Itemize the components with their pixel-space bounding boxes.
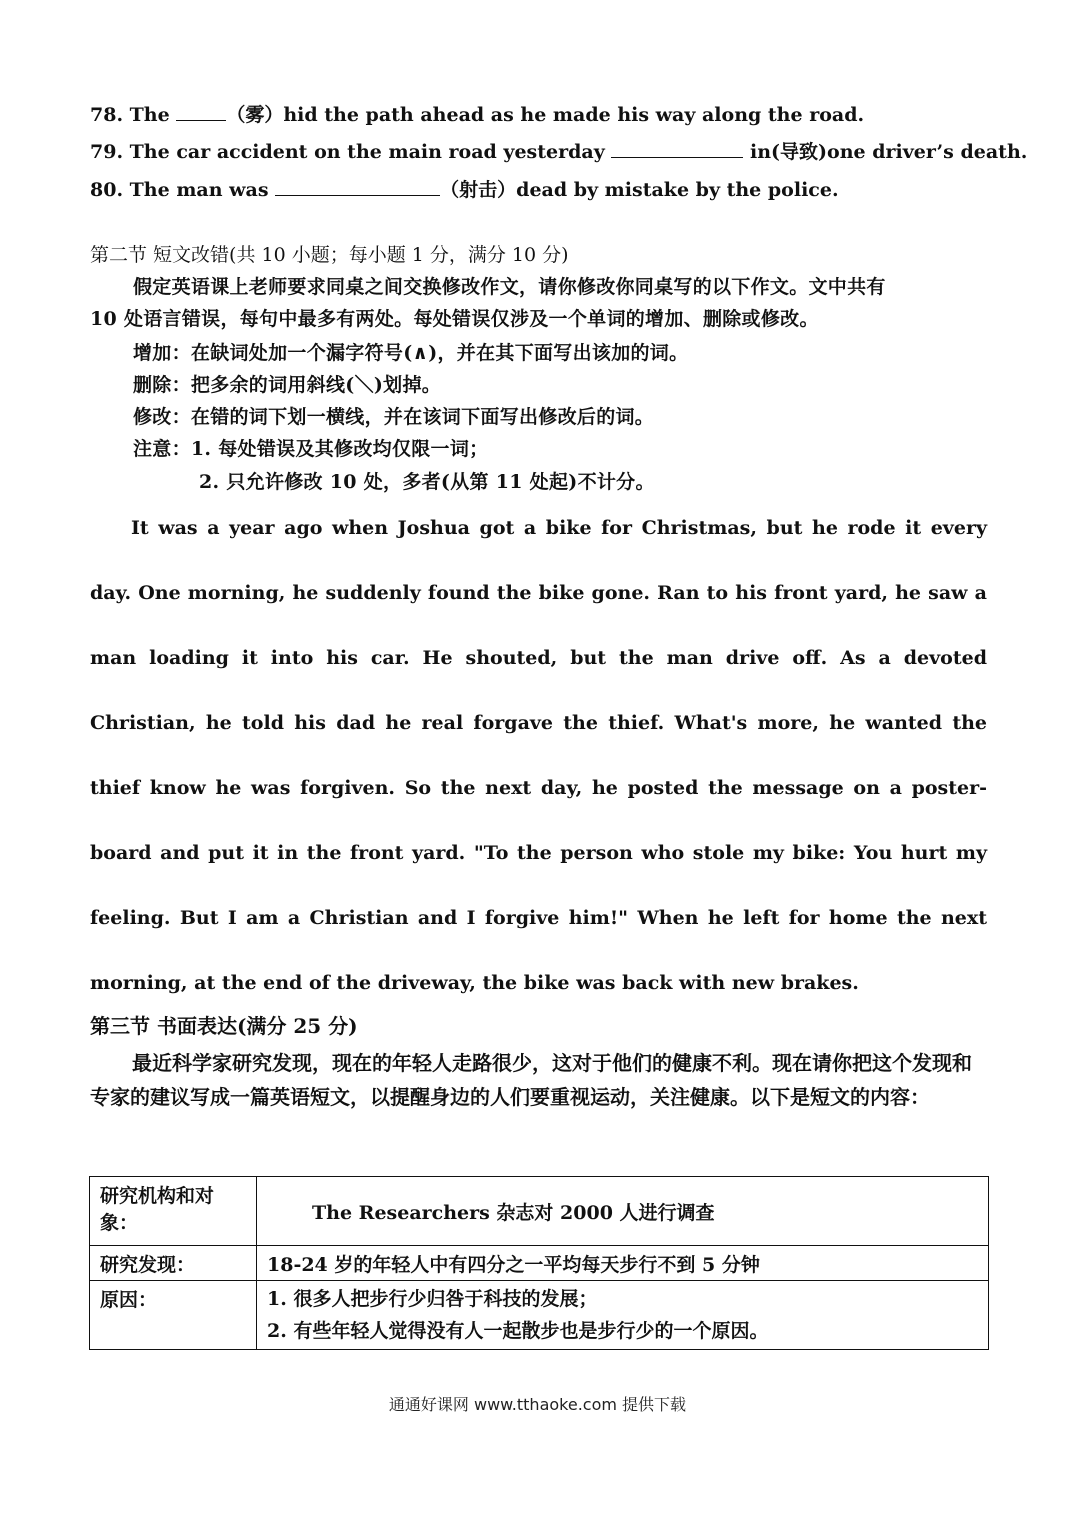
error-correction-passage <box>90 496 987 1016</box>
instruction-modify: 修改：在错的词下划一横线，并在该词下面写出修改后的词。 <box>133 406 655 428</box>
writing-task-text: 最近科学家研究发现，现在的年轻人走路很少，这对于他们的健康不利。现在请你把这个发现和专家的建议写成一篇英语短文，以提醒身边的人们要重视运动，关注健康。以下是短文的内容： <box>90 1051 972 1109</box>
instruction-line-2: 10 处语言错误，每句中最多有两处。每处错误仅涉及一个单词的增加、删除或修改。 <box>90 308 819 330</box>
reason-2: 2. 有些年轻人觉得没有人一起散步也是步行少的一个原因。 <box>267 1320 769 1342</box>
question-79-suffix: in(导致)one driver’s death. <box>743 141 1028 163</box>
table-row <box>90 1281 989 1350</box>
table-value-cell: The Researchers 杂志对 2000 人进行调查 <box>257 1177 989 1246</box>
instruction-delete: 删除：把多余的词用斜线(＼)划掉。 <box>133 374 442 396</box>
passage-text: It was a year ago when Joshua got a bike for Christmas, but he rode it every day. One morning, he suddenly found the bike gone. Ran to his front yard, he saw a man loading it into his car. He shouted, but the man drive off. As a devoted Christian, he told his dad he real forgave the thief. What's more, he wanted the thief know he was forgiven. So the next day, he posted the message on a poster-board and put it in the front yard. "To the person who stole my bike: You hurt my feeling. But I am a Christian and I forgive him!" When he left for home the next morning, at the end of the driveway, the bike was back with new brakes. <box>90 517 987 994</box>
reason-1: 1. 很多人把步行少归咎于科技的发展； <box>267 1288 598 1310</box>
answer-blank-78[interactable] <box>176 104 226 121</box>
table-value-cell <box>257 1281 989 1350</box>
instruction-add: 增加：在缺词处加一个漏字符号(∧)，并在其下面写出该加的词。 <box>133 342 689 364</box>
instruction-line-1: 假定英语课上老师要求同桌之间交换修改作文，请你修改你同桌写的以下作文。文中共有 <box>133 276 886 298</box>
answer-blank-80[interactable] <box>275 179 440 196</box>
table-label-cell: 研究机构和对象： <box>90 1177 257 1246</box>
table-value-cell: 18-24 岁的年轻人中有四分之一平均每天步行不到 5 分钟 <box>257 1246 989 1281</box>
section-2-title: 第二节 短文改错(共 10 小题；每小题 1 分，满分 10 分) <box>90 244 569 266</box>
table-label-cell: 原因： <box>90 1281 257 1350</box>
table-label-cell: 研究发现： <box>90 1246 257 1281</box>
page-footer: 通通好课网 www.tthaoke.com 提供下载 <box>388 1395 687 1414</box>
table-row <box>90 1246 989 1281</box>
question-79 <box>90 137 1027 164</box>
research-info-table <box>89 1176 989 1350</box>
question-78-suffix: （雾）hid the path ahead as he made his way along the road. <box>226 104 865 126</box>
table-row <box>90 1177 989 1246</box>
writing-task-intro <box>90 1046 987 1114</box>
question-79-prefix: 79. The car accident on the main road yesterday <box>90 141 612 163</box>
answer-blank-79[interactable] <box>611 141 743 158</box>
question-80 <box>90 175 839 202</box>
question-78-prefix: 78. The <box>90 104 177 126</box>
question-80-prefix: 80. The man was <box>90 179 276 201</box>
question-78 <box>90 100 864 127</box>
section-3-title: 第三节 书面表达(满分 25 分) <box>90 1014 358 1038</box>
instruction-note-2: 2. 只允许修改 10 处，多者(从第 11 处起)不计分。 <box>199 471 655 493</box>
instruction-note-1: 注意：1. 每处错误及其修改均仅限一词； <box>133 438 489 460</box>
question-80-suffix: （射击）dead by mistake by the police. <box>440 179 839 201</box>
